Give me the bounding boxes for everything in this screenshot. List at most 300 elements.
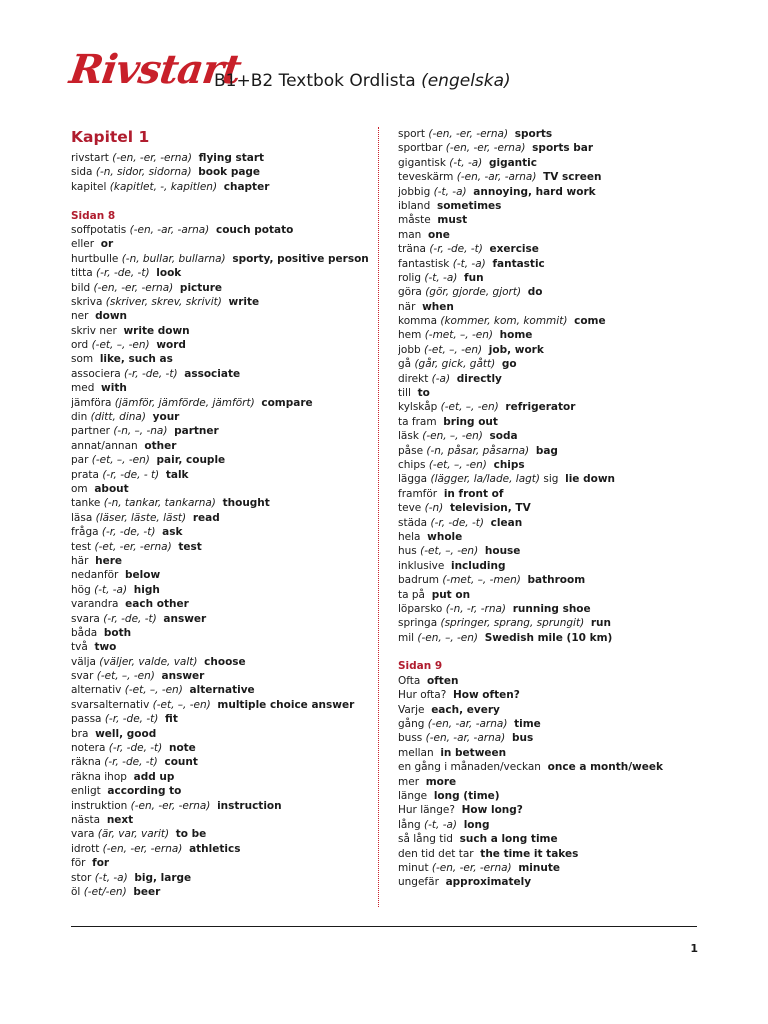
english-translation: associate	[184, 367, 241, 380]
swedish-word: länge	[398, 789, 428, 802]
word-forms: (-n)	[424, 502, 444, 515]
english-translation: fit	[165, 713, 178, 726]
glossary-entry	[71, 712, 371, 726]
english-translation: directly	[456, 372, 502, 385]
swedish-word: associera	[71, 367, 121, 380]
word-forms: (springer, sprang, sprungit)	[440, 617, 585, 630]
glossary-entry	[71, 856, 371, 870]
glossary-entry	[71, 324, 371, 338]
glossary-entry	[398, 257, 698, 271]
english-translation: bus	[511, 732, 534, 745]
word-forms: (-r, -de, -t)	[96, 267, 150, 280]
swedish-word: för	[71, 857, 86, 870]
english-translation: note	[168, 742, 196, 755]
word-forms: (-r, -de, - t)	[102, 468, 160, 481]
english-translation: running shoe	[512, 602, 591, 615]
swedish-word: som	[71, 353, 94, 366]
english-translation: sometimes	[436, 199, 502, 212]
swedish-word: läsa	[71, 511, 93, 524]
word-forms: (-et, -er, -erna)	[94, 540, 172, 553]
word-forms: (-n, -r, -rna)	[445, 602, 507, 615]
swedish-word: när	[398, 300, 416, 313]
glossary-entry	[398, 127, 698, 141]
word-forms: (-r, -de, -t)	[108, 742, 163, 755]
glossary-entry	[71, 381, 371, 395]
english-translation: annoying, hard work	[473, 185, 596, 198]
english-translation: minute	[518, 861, 560, 874]
chapter-heading: Kapitel 1	[71, 128, 150, 146]
swedish-word: träna	[398, 243, 426, 256]
word-forms: (-t, -a)	[94, 871, 128, 884]
glossary-entry	[71, 727, 371, 741]
glossary-entry	[398, 588, 698, 602]
word-forms: (-en, -er, -erna)	[112, 152, 192, 164]
swedish-word: minut	[398, 861, 429, 874]
glossary-entry	[398, 760, 698, 774]
english-translation: big, large	[134, 871, 192, 884]
glossary-entry	[398, 559, 698, 573]
english-translation: pair, couple	[156, 454, 226, 467]
word-forms: (-r, -de, -t)	[430, 516, 484, 529]
spacer	[398, 645, 698, 659]
glossary-entry	[398, 746, 698, 760]
swedish-word: alternativ	[71, 684, 122, 697]
english-translation: exercise	[489, 243, 539, 256]
swedish-word: Varje	[398, 703, 425, 716]
swedish-word: hög	[71, 583, 91, 596]
word-forms: (-et, –, -en)	[428, 458, 487, 471]
english-translation: instruction	[217, 799, 282, 812]
glossary-entry	[71, 165, 371, 179]
rivstart-logo: Rivstart	[66, 46, 244, 93]
swedish-word: sida	[71, 166, 93, 179]
swedish-word: par	[71, 454, 89, 467]
glossary-column-right	[398, 127, 698, 890]
glossary-entry	[71, 583, 371, 597]
glossary-entry	[398, 775, 698, 789]
glossary-entry	[398, 501, 698, 515]
swedish-word: svara	[71, 612, 100, 625]
glossary-entry	[398, 688, 698, 702]
english-translation: the time it takes	[480, 847, 579, 860]
glossary-entry	[71, 295, 371, 309]
swedish-word: måste	[398, 214, 431, 227]
word-forms: (-n, –, -na)	[113, 425, 168, 438]
word-forms: (-en, -ar, -arna)	[427, 718, 508, 731]
glossary-entry	[398, 415, 698, 429]
english-translation: high	[133, 583, 160, 596]
word-forms: (-en, –, -en)	[417, 631, 479, 644]
english-translation: fun	[464, 271, 484, 284]
glossary-entry	[71, 554, 371, 568]
word-forms: (-met, –, -en)	[424, 329, 493, 342]
word-forms: (-en, -er, -erna)	[102, 842, 183, 855]
swedish-word: springa	[398, 617, 438, 630]
word-forms: (-et/-en)	[83, 885, 127, 898]
swedish-word: ta på	[398, 588, 425, 601]
swedish-word: din	[71, 411, 88, 424]
word-forms: (-en, –, -en)	[422, 430, 483, 443]
swedish-word: ner	[71, 310, 89, 323]
word-forms: (-en, -er, -erna)	[93, 281, 174, 294]
swedish-word: en gång i månaden/veckan	[398, 761, 541, 774]
swedish-word: teve	[398, 502, 422, 515]
glossary-entry	[398, 731, 698, 745]
word-forms: (-en, -er, -erna)	[445, 142, 526, 155]
swedish-word: så lång tid	[398, 833, 453, 846]
english-translation: athletics	[189, 842, 241, 855]
glossary-entry	[71, 827, 371, 841]
glossary-entry	[71, 424, 371, 438]
swedish-word: båda	[71, 626, 98, 639]
word-forms: (-en, -ar, -arna)	[425, 732, 506, 745]
swedish-word: ord	[71, 339, 89, 352]
swedish-word: rolig	[398, 271, 422, 284]
glossary-entry	[398, 818, 698, 832]
glossary-entry	[71, 252, 371, 266]
swedish-word: ta fram	[398, 415, 437, 428]
swedish-word: annat/annan	[71, 439, 138, 452]
glossary-entry	[71, 151, 371, 165]
english-translation: in between	[440, 746, 507, 759]
english-translation: How long?	[461, 804, 523, 817]
english-translation: sports	[514, 128, 553, 140]
english-translation: time	[514, 718, 541, 731]
swedish-word: Hur ofta?	[398, 689, 447, 702]
english-translation: to	[417, 387, 430, 400]
word-forms: (-en, -ar, -arna)	[456, 171, 537, 184]
english-translation: when	[422, 300, 454, 313]
word-forms: (-en, -er, -erna)	[428, 128, 509, 140]
english-translation: with	[101, 382, 127, 395]
glossary-entry	[71, 396, 371, 410]
english-translation: including	[450, 559, 506, 572]
english-translation: go	[501, 358, 517, 371]
swedish-word: bra	[71, 727, 89, 740]
word-forms: (-met, –, -men)	[442, 574, 521, 587]
word-forms: (-r, -de, -t)	[429, 243, 483, 256]
english-translation: once a month/week	[547, 761, 663, 774]
english-translation: word	[156, 339, 186, 352]
english-translation: beer	[133, 885, 161, 898]
glossary-entry	[398, 516, 698, 530]
glossary-entry	[398, 616, 698, 630]
glossary-entry	[398, 314, 698, 328]
word-forms: (-n, bullar, bullarna)	[121, 252, 226, 265]
swedish-word: gigantisk	[398, 156, 446, 169]
english-translation: bathroom	[527, 574, 586, 587]
word-forms: (-n, påsar, påsarna)	[426, 444, 530, 457]
swedish-word: Hur länge?	[398, 804, 455, 817]
english-translation: bring out	[443, 415, 498, 428]
english-translation: job, work	[488, 343, 544, 356]
english-translation: gigantic	[488, 156, 537, 169]
english-translation: TV screen	[543, 171, 602, 184]
english-translation: How often?	[452, 689, 520, 702]
glossary-entry	[71, 626, 371, 640]
glossary-entry	[71, 352, 371, 366]
english-translation: clean	[490, 516, 523, 529]
glossary-entry	[398, 861, 698, 875]
glossary-entry	[71, 540, 371, 554]
glossary-entry	[71, 338, 371, 352]
glossary-entry	[398, 328, 698, 342]
glossary-entry	[71, 612, 371, 626]
english-translation: long	[463, 818, 490, 831]
word-forms: (-et, –, -en)	[91, 339, 150, 352]
english-translation: two	[94, 641, 117, 654]
glossary-entry	[71, 741, 371, 755]
english-translation: count	[164, 756, 198, 769]
english-translation: chapter	[223, 180, 270, 193]
word-forms: (-r, -de, -t)	[101, 526, 156, 539]
word-forms: (läser, läste, läst)	[95, 511, 187, 524]
glossary-entry	[398, 573, 698, 587]
word-forms: (-t, -a)	[449, 156, 483, 169]
swedish-word: nedanför	[71, 569, 119, 582]
glossary-entry	[71, 784, 371, 798]
english-translation: down	[95, 310, 128, 323]
english-translation: add up	[133, 770, 175, 783]
glossary-entry	[71, 755, 371, 769]
english-translation: television, TV	[449, 502, 531, 515]
swedish-word: vara	[71, 828, 95, 841]
word-forms: (lägger, la/lade, lagt)	[430, 473, 541, 486]
glossary-entry	[71, 640, 371, 654]
glossary-entry	[71, 511, 371, 525]
swedish-word: Ofta	[398, 674, 421, 687]
swedish-word: mellan	[398, 746, 434, 759]
glossary-entry	[398, 631, 698, 645]
swedish-word: chips	[398, 458, 426, 471]
swedish-word: rivstart	[71, 152, 109, 164]
swedish-word: fantastisk	[398, 257, 450, 270]
swedish-word: jobb	[398, 343, 421, 356]
swedish-word: sport	[398, 128, 425, 140]
glossary-entry	[398, 472, 698, 486]
glossary-column-left	[71, 127, 371, 899]
english-translation: do	[527, 286, 543, 299]
swedish-word: tanke	[71, 497, 101, 510]
word-forms: (kommer, kom, kommit)	[440, 315, 568, 328]
glossary-entry	[71, 669, 371, 683]
swedish-word: göra	[398, 286, 422, 299]
glossary-entry	[398, 832, 698, 846]
glossary-entry	[398, 487, 698, 501]
column-divider	[378, 127, 379, 907]
word-forms: (väljer, valde, valt)	[99, 655, 198, 668]
english-translation: multiple choice answer	[217, 698, 355, 711]
english-translation: run	[590, 617, 612, 630]
swedish-word: lång	[398, 818, 421, 831]
glossary-entry	[71, 655, 371, 669]
word-forms: (-t, -a)	[94, 583, 128, 596]
swedish-word: löparsko	[398, 602, 443, 615]
english-translation: book page	[198, 166, 261, 179]
glossary-entry	[71, 180, 371, 194]
glossary-entry	[71, 799, 371, 813]
swedish-word: passa	[71, 713, 102, 726]
swedish-word: ungefär	[398, 876, 439, 889]
word-forms: (-et, –, -en)	[440, 401, 499, 414]
glossary-entry	[71, 482, 371, 496]
footer-rule	[71, 926, 697, 927]
glossary-entry	[398, 300, 698, 314]
word-forms: (-et, –, -en)	[420, 545, 479, 558]
english-translation: answer	[163, 612, 207, 625]
glossary-entry	[71, 439, 371, 453]
swedish-word: idrott	[71, 842, 100, 855]
glossary-entry	[398, 703, 698, 717]
english-translation: choose	[204, 655, 246, 668]
english-translation: write down	[123, 324, 190, 337]
swedish-word: hela	[398, 530, 421, 543]
english-translation: such a long time	[459, 833, 558, 846]
glossary-entry	[398, 429, 698, 443]
glossary-entry	[398, 343, 698, 357]
english-translation: flying start	[198, 152, 265, 164]
english-translation: answer	[161, 670, 205, 683]
swedish-word: fråga	[71, 526, 99, 539]
glossary-entry	[71, 281, 371, 295]
english-translation: house	[484, 545, 521, 558]
word-forms: (-et, –, -en)	[91, 454, 150, 467]
word-forms: (ditt, dina)	[90, 411, 146, 424]
word-forms: (kapitlet, -, kapitlen)	[109, 180, 218, 193]
swedish-word: räkna	[71, 756, 101, 769]
english-translation: like, such as	[99, 353, 173, 366]
swedish-word: hem	[398, 329, 422, 342]
swedish-word: hus	[398, 545, 417, 558]
glossary-entry	[398, 285, 698, 299]
swedish-word: enligt	[71, 785, 101, 798]
glossary-entry	[398, 875, 698, 889]
section-heading: Sidan 9	[398, 660, 443, 673]
glossary-entry	[398, 199, 698, 213]
english-translation: fantastic	[492, 257, 545, 270]
swedish-word: partner	[71, 425, 110, 438]
glossary-entry	[398, 141, 698, 155]
swedish-word: om	[71, 482, 88, 495]
swedish-word: skriva	[71, 295, 103, 308]
glossary-entry	[71, 367, 371, 381]
word-forms: (-et, –, -en)	[124, 684, 183, 697]
english-translation: here	[95, 554, 122, 567]
swedish-word: man	[398, 228, 422, 241]
english-translation: well, good	[95, 727, 157, 740]
word-forms: (skriver, skrev, skrivit)	[105, 295, 222, 308]
english-translation: couch potato	[215, 223, 294, 236]
glossary-entry	[71, 597, 371, 611]
document-title	[214, 71, 511, 91]
glossary-entry	[71, 410, 371, 424]
glossary-entry	[71, 698, 371, 712]
english-translation: sporty, positive person	[232, 252, 369, 265]
english-translation: in front of	[443, 487, 504, 500]
english-translation: sports bar	[532, 142, 594, 155]
swedish-word: prata	[71, 468, 99, 481]
glossary-entry	[398, 372, 698, 386]
swedish-word: ibland	[398, 199, 431, 212]
english-translation: home	[499, 329, 533, 342]
swedish-word: kylskåp	[398, 401, 438, 414]
english-translation: about	[94, 482, 129, 495]
glossary-entry	[71, 453, 371, 467]
word-forms: (-en, -er, -erna)	[431, 861, 512, 874]
english-translation: bag	[535, 444, 558, 457]
glossary-entry	[71, 525, 371, 539]
glossary-entry	[71, 568, 371, 582]
glossary-entry	[71, 770, 371, 784]
swedish-word: städa	[398, 516, 428, 529]
english-translation: read	[192, 511, 220, 524]
word-forms: (-t, -a)	[433, 185, 467, 198]
swedish-word: gå	[398, 358, 412, 371]
swedish-word: till	[398, 387, 411, 400]
english-translation: refrigerator	[505, 401, 576, 414]
swedish-word: direkt	[398, 372, 429, 385]
glossary-entry	[398, 803, 698, 817]
swedish-word: gång	[398, 718, 425, 731]
english-translation: put on	[431, 588, 471, 601]
glossary-entry	[398, 717, 698, 731]
english-translation: to be	[175, 828, 207, 841]
english-translation: alternative	[189, 684, 255, 697]
word-forms: (-r, -de, -t)	[124, 367, 178, 380]
glossary-entry	[398, 544, 698, 558]
swedish-word: påse	[398, 444, 424, 457]
english-translation: talk	[165, 468, 189, 481]
swedish-word: nästa	[71, 813, 101, 826]
english-translation: lie down	[565, 473, 615, 486]
swedish-word: svarsalternativ	[71, 698, 150, 711]
glossary-entry	[398, 458, 698, 472]
swedish-word: mil	[398, 631, 415, 644]
glossary-entry	[71, 871, 371, 885]
english-translation: other	[144, 439, 177, 452]
document-title-suffix: (engelska)	[421, 71, 511, 91]
word-forms: (-en, -ar, -arna)	[129, 223, 210, 236]
english-translation: more	[425, 775, 457, 788]
swedish-word: svar	[71, 670, 94, 683]
swedish-word: eller	[71, 238, 95, 251]
swedish-word: mer	[398, 775, 420, 788]
page-number: 1	[690, 942, 698, 955]
glossary-entry	[71, 813, 371, 827]
glossary-entry	[398, 530, 698, 544]
word-forms: (-r, -de, -t)	[104, 713, 159, 726]
glossary-entry	[398, 357, 698, 371]
swedish-word: hurtbulle	[71, 252, 119, 265]
document-title-main: B1+B2 Textbok Ordlista	[214, 71, 416, 91]
glossary-entry	[71, 468, 371, 482]
english-translation: chips	[493, 458, 525, 471]
english-translation: thought	[222, 497, 270, 510]
swedish-word: öl	[71, 885, 81, 898]
english-translation: each other	[125, 598, 189, 611]
word-forms: (-n, tankar, tankarna)	[103, 497, 216, 510]
english-translation: partner	[174, 425, 219, 438]
english-translation: picture	[179, 281, 223, 294]
english-translation: Swedish mile (10 km)	[484, 631, 613, 644]
glossary-entry	[398, 674, 698, 688]
swedish-word: välja	[71, 655, 96, 668]
english-translation: one	[428, 228, 450, 241]
glossary-entry	[398, 156, 698, 170]
english-translation: long (time)	[433, 789, 500, 802]
glossary-entry	[71, 237, 371, 251]
word-forms: (går, gick, gått)	[414, 358, 496, 371]
